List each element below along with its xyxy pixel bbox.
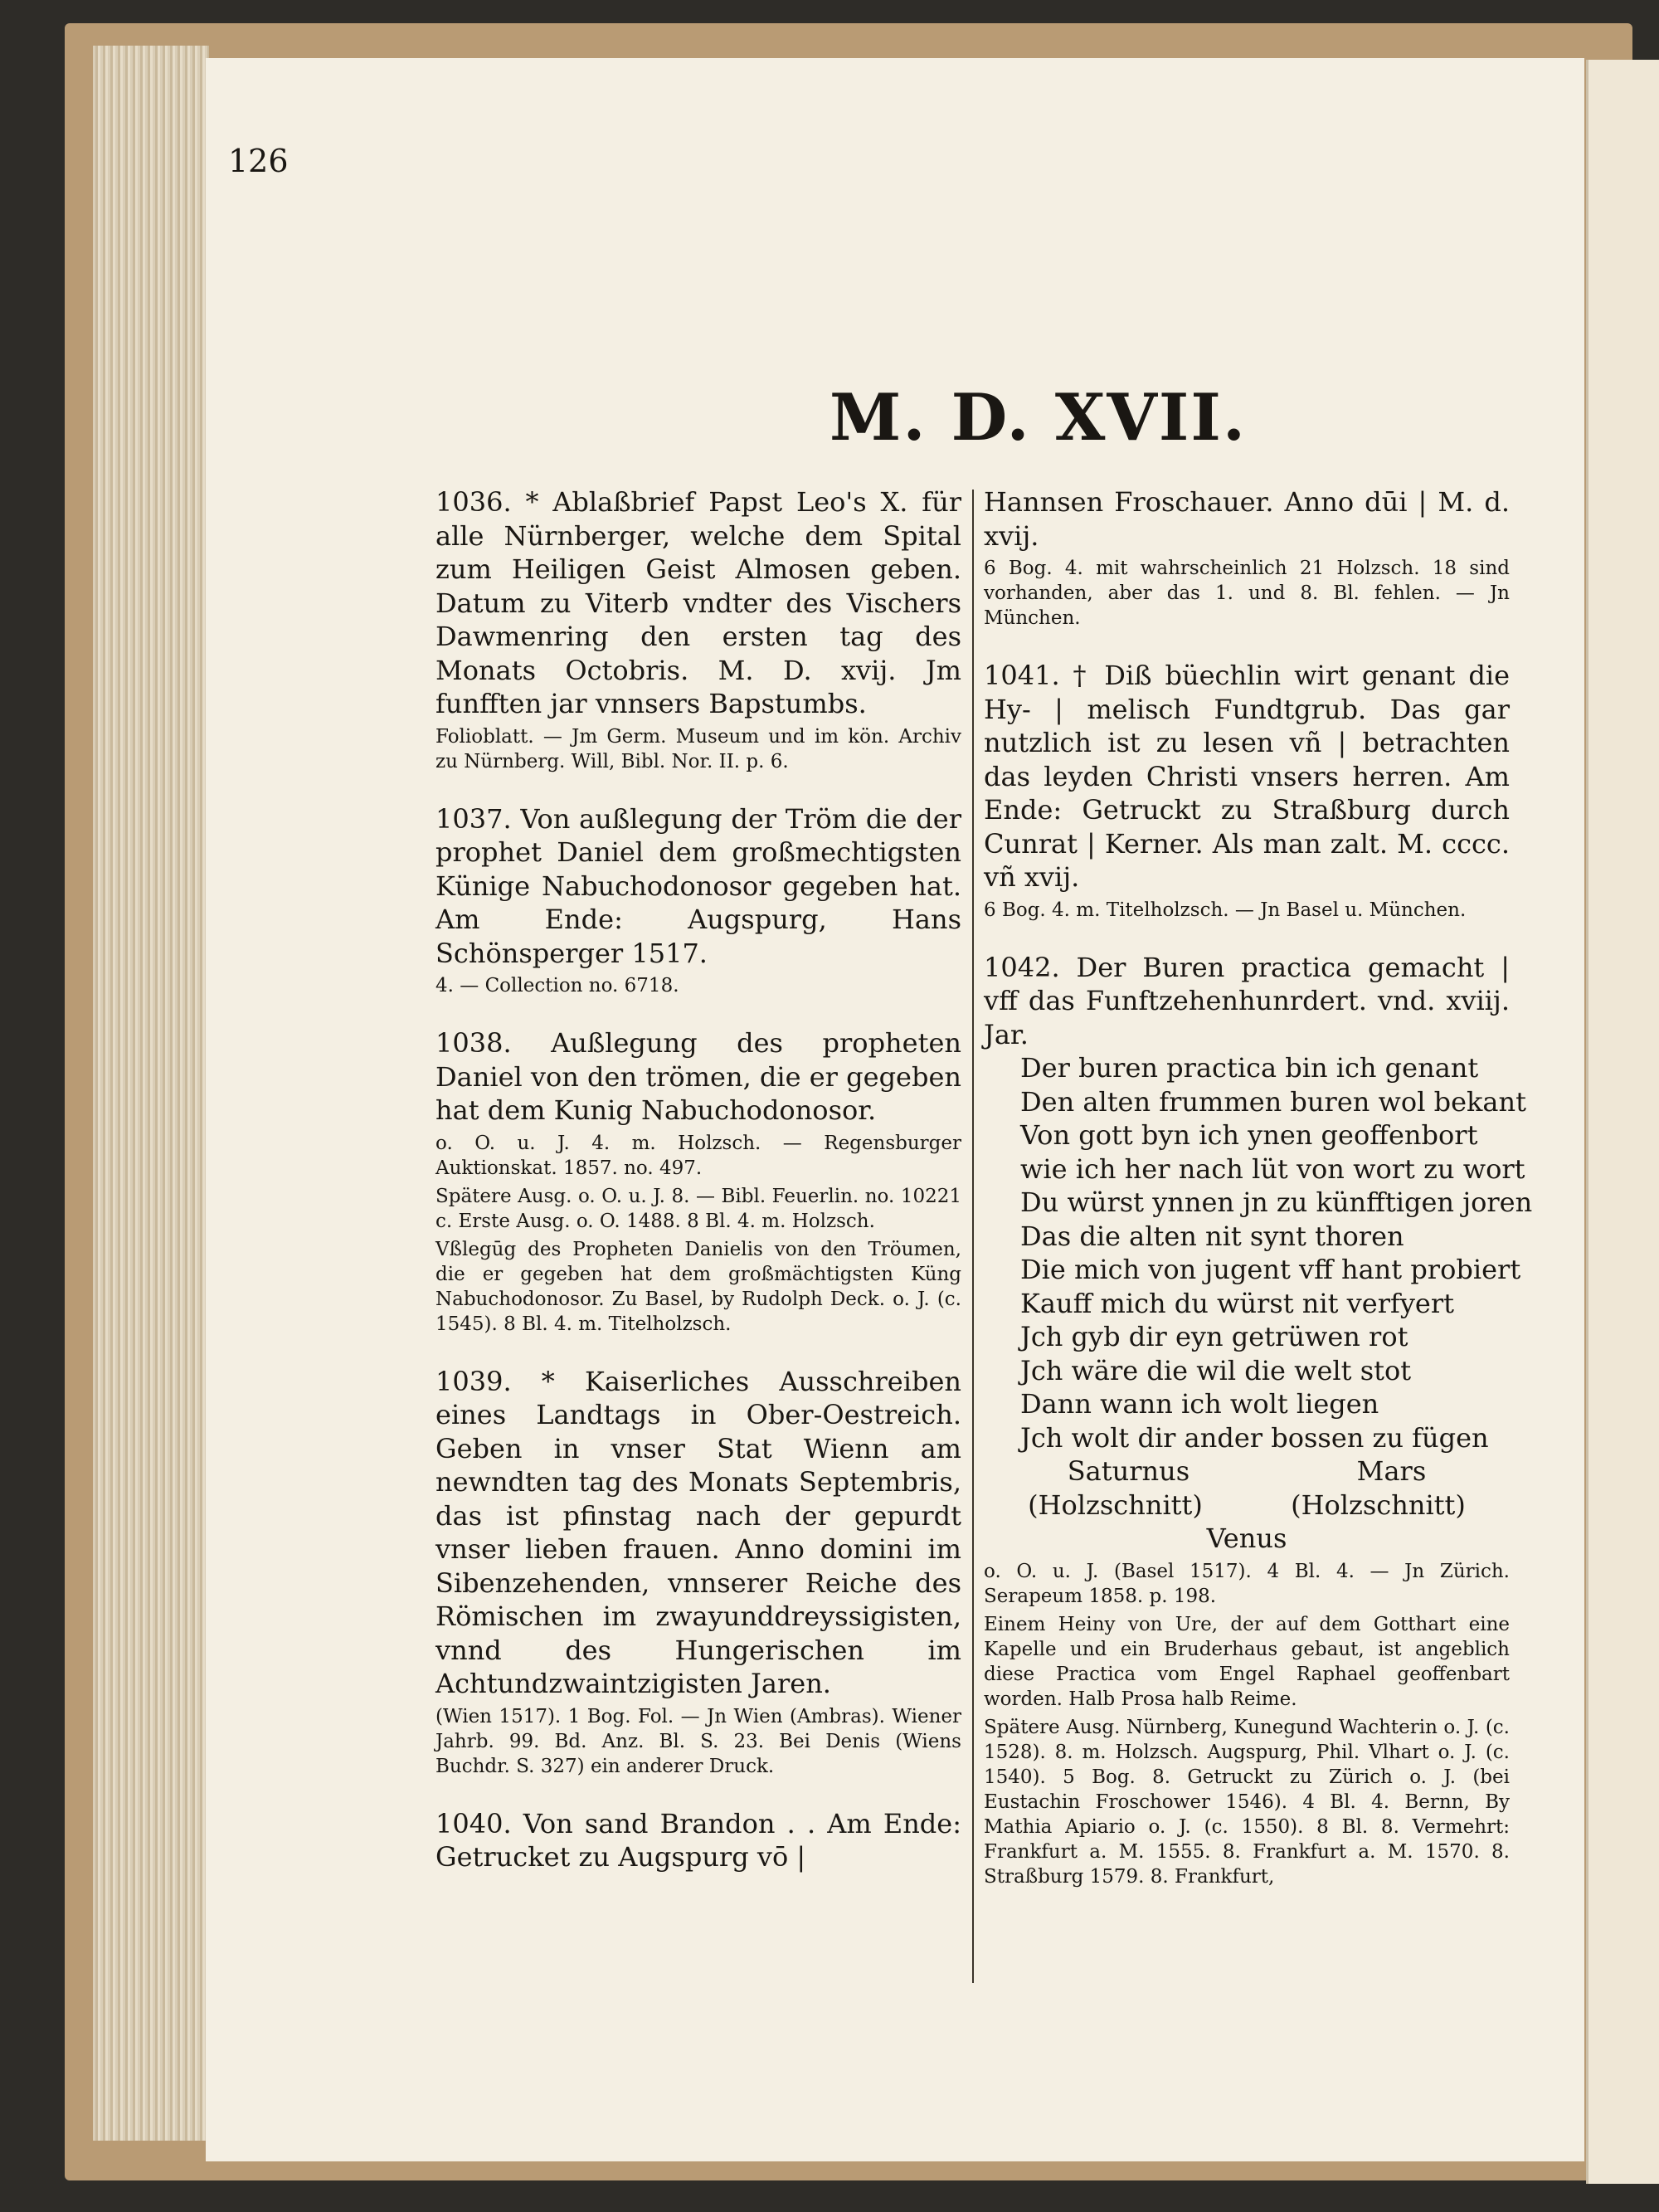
facing-page-edge	[1586, 60, 1659, 2184]
verse-line: Jch wäre die wil die welt stot	[1020, 1354, 1412, 1386]
verse-line: Von gott byn ich ynen geoffenbort	[1020, 1119, 1478, 1151]
verse-line: wie ich her nach lüt von wort zu wort	[1020, 1152, 1525, 1185]
entry-1039	[435, 1365, 961, 1779]
entry-note: Spätere Ausg. o. O. u. J. 8. — Bibl. Feuerlin. no. 10221 c. Erste Ausg. o. O. 1488. 8 Bl. 4. m. Holzsch.	[435, 1185, 961, 1232]
verse-line: Das die alten nit synt thoren	[1020, 1220, 1404, 1252]
illustration-label: (Holzschnitt)	[1291, 1488, 1466, 1521]
entry-note: 6 Bog. 4. mit wahrscheinlich 21 Holzsch. 18 sind vorhanden, aber das 1. und 8. Bl. fehlen. — Jn München.	[984, 558, 1510, 629]
right-column	[984, 485, 1533, 1917]
verse-line: Die mich von jugent vff hant probiert	[1020, 1254, 1521, 1285]
entry-note: Folioblatt. — Jm Germ. Museum und im kön. Archiv zu Nürnberg. Will, Bibl. Nor. II. p. 6.	[435, 725, 961, 772]
entry-title: 1041. † Diß büechlin wirt genant die Hy- | melisch Fundtgrub. Das gar nutzlich ist zu lesen vñ | betrachten das leyden Christi vnsers herren. Am Ende: Getruckt zu Straßburg durch Cunrat | Kerner. Als man zalt. M. cccc. vñ xvij.	[984, 660, 1510, 893]
year-heading: M. D. XVII.	[830, 380, 1247, 456]
entry-title: Hannsen Froschauer. Anno dūi | M. d. xvij.	[984, 486, 1510, 552]
verse-line: Jch wolt dir ander bossen zu fügen	[1020, 1421, 1489, 1454]
illustration-label: (Holzschnitt)	[1028, 1488, 1203, 1521]
entry-1041	[984, 659, 1510, 923]
entry-note: 6 Bog. 4. m. Titelholzsch. — Jn Basel u. München.	[984, 899, 1467, 921]
entry-title: 1038. Außlegung des propheten Daniel von den trömen, die er gegeben hat dem Kunig Nabuchodonosor.	[435, 1027, 962, 1126]
entry-title: 1036. * Ablaßbrief Papst Leo's X. für alle Nürnberger, welche dem Spital zum Heiligen Geist Almosen geben. Datum zu Viterb vndter des Vischers Dawmenring den ersten tag des Monats Octobris. M. D. xvij. Jm funfften jar vnnsers Bapstumbs.	[435, 486, 961, 719]
page-edges	[93, 46, 209, 2141]
illustration-label: Saturnus	[1067, 1455, 1190, 1487]
illustration-label: Venus	[1206, 1523, 1287, 1554]
verse-line: Jch gyb dir eyn getrüwen rot	[1020, 1321, 1408, 1352]
entry-1037	[435, 802, 961, 999]
verse-line: Dann wann ich wolt liegen	[1020, 1388, 1379, 1420]
entry-note: o. O. u. J. 4. m. Holzsch. — Regensburger Auktionskat. 1857. no. 497.	[435, 1132, 961, 1179]
entry-title: 1037. Von außlegung der Tröm die der prophet Daniel dem großmechtigsten Künige Nabuchodonosor gegeben hat. Am Ende: Augspurg, Hans Schönsperger 1517.	[435, 802, 961, 969]
verse-line: Der buren practica bin ich genant	[1020, 1052, 1479, 1084]
entry-note: o. O. u. J. (Basel 1517). 4 Bl. 4. — Jn Zürich. Serapeum 1858. p. 198.	[984, 1560, 1510, 1607]
entry-title: 1040. Von sand Brandon . . Am Ende: Getrucket zu Augspurg vō |	[435, 1807, 961, 1873]
page-number: 126	[228, 143, 289, 179]
illustration-captions	[984, 1488, 1510, 1523]
entry-title: 1042. Der Buren practica gemacht | vff das Funftzehenhunrdert. vnd. xviij. Jar.	[984, 951, 1510, 1050]
entry-note: (Wien 1517). 1 Bog. Fol. — Jn Wien (Ambras). Wiener Jahrb. 99. Bd. Anz. Bl. S. 23. Bei Denis (Wiens Buchdr. S. 327) ein anderer Druck.	[435, 1705, 961, 1777]
left-column	[435, 485, 961, 1903]
entry-1042	[984, 951, 1533, 1889]
entry-1040	[435, 1807, 961, 1874]
column-divider	[972, 490, 974, 1983]
entry-note: Vßlegūg des Propheten Danielis von den Tröumen, die er gegeben hat dem großmächtigsten Küng Nabuchodonosor. Zu Basel, by Rudolph Deck. o. J. (c. 1545). 8 Bl. 4. m. Titelholzsch.	[435, 1238, 961, 1335]
verse-line: Kauff mich du würst nit verfyert	[1020, 1287, 1454, 1319]
verse-line: Den alten frummen buren wol bekant	[1020, 1085, 1526, 1118]
entry-1038	[435, 1026, 961, 1337]
entry-note: Einem Heiny von Ure, der auf dem Gotthart eine Kapelle und ein Bruderhaus gebaut, ist angeblich diese Practica vom Engel Raphael geoffenbart worden. Halb Prosa halb Reime.	[984, 1613, 1510, 1710]
entry-1036	[435, 485, 961, 774]
illustration-captions	[984, 1522, 1510, 1556]
illustration-captions	[984, 1454, 1510, 1488]
entry-note: 4. — Collection no. 6718.	[435, 975, 679, 996]
verse-line: Du würst ynnen jn zu künfftigen joren	[1020, 1186, 1533, 1218]
entry-title: 1039. * Kaiserliches Ausschreiben eines Landtags in Ober-Oestreich. Geben in vnser Stat Wienn am newndten tag des Monats Septembris, das ist pfinstag nach der gepurdt vnser lieben frauen. Anno domini im Sibenzehenden, vnnserer Reiche des Römischen im zwayunddreyssigisten, vnnd des Hungerischen im Achtundzwaintzigisten Jaren.	[435, 1365, 961, 1699]
entry-1040-continued	[984, 485, 1510, 631]
entry-note: Spätere Ausg. Nürnberg, Kunegund Wachterin o. J. (c. 1528). 8. m. Holzsch. Augspurg, Phil. Vlhart o. J. (c. 1540). 5 Bog. 8. Getruckt zu Zürich o. J. (bei Eustachin Froschower 1546). 4 Bl. 4. Bernn, By Mathia Apiario o. J. (c. 1550). 8 Bl. 8. Vermehrt: Frankfurt a. M. 1555. 8. Frankfurt a. M. 1570. 8. Straßburg 1579. 8. Frankfurt,	[984, 1716, 1510, 1888]
illustration-label: Mars	[1356, 1455, 1427, 1487]
